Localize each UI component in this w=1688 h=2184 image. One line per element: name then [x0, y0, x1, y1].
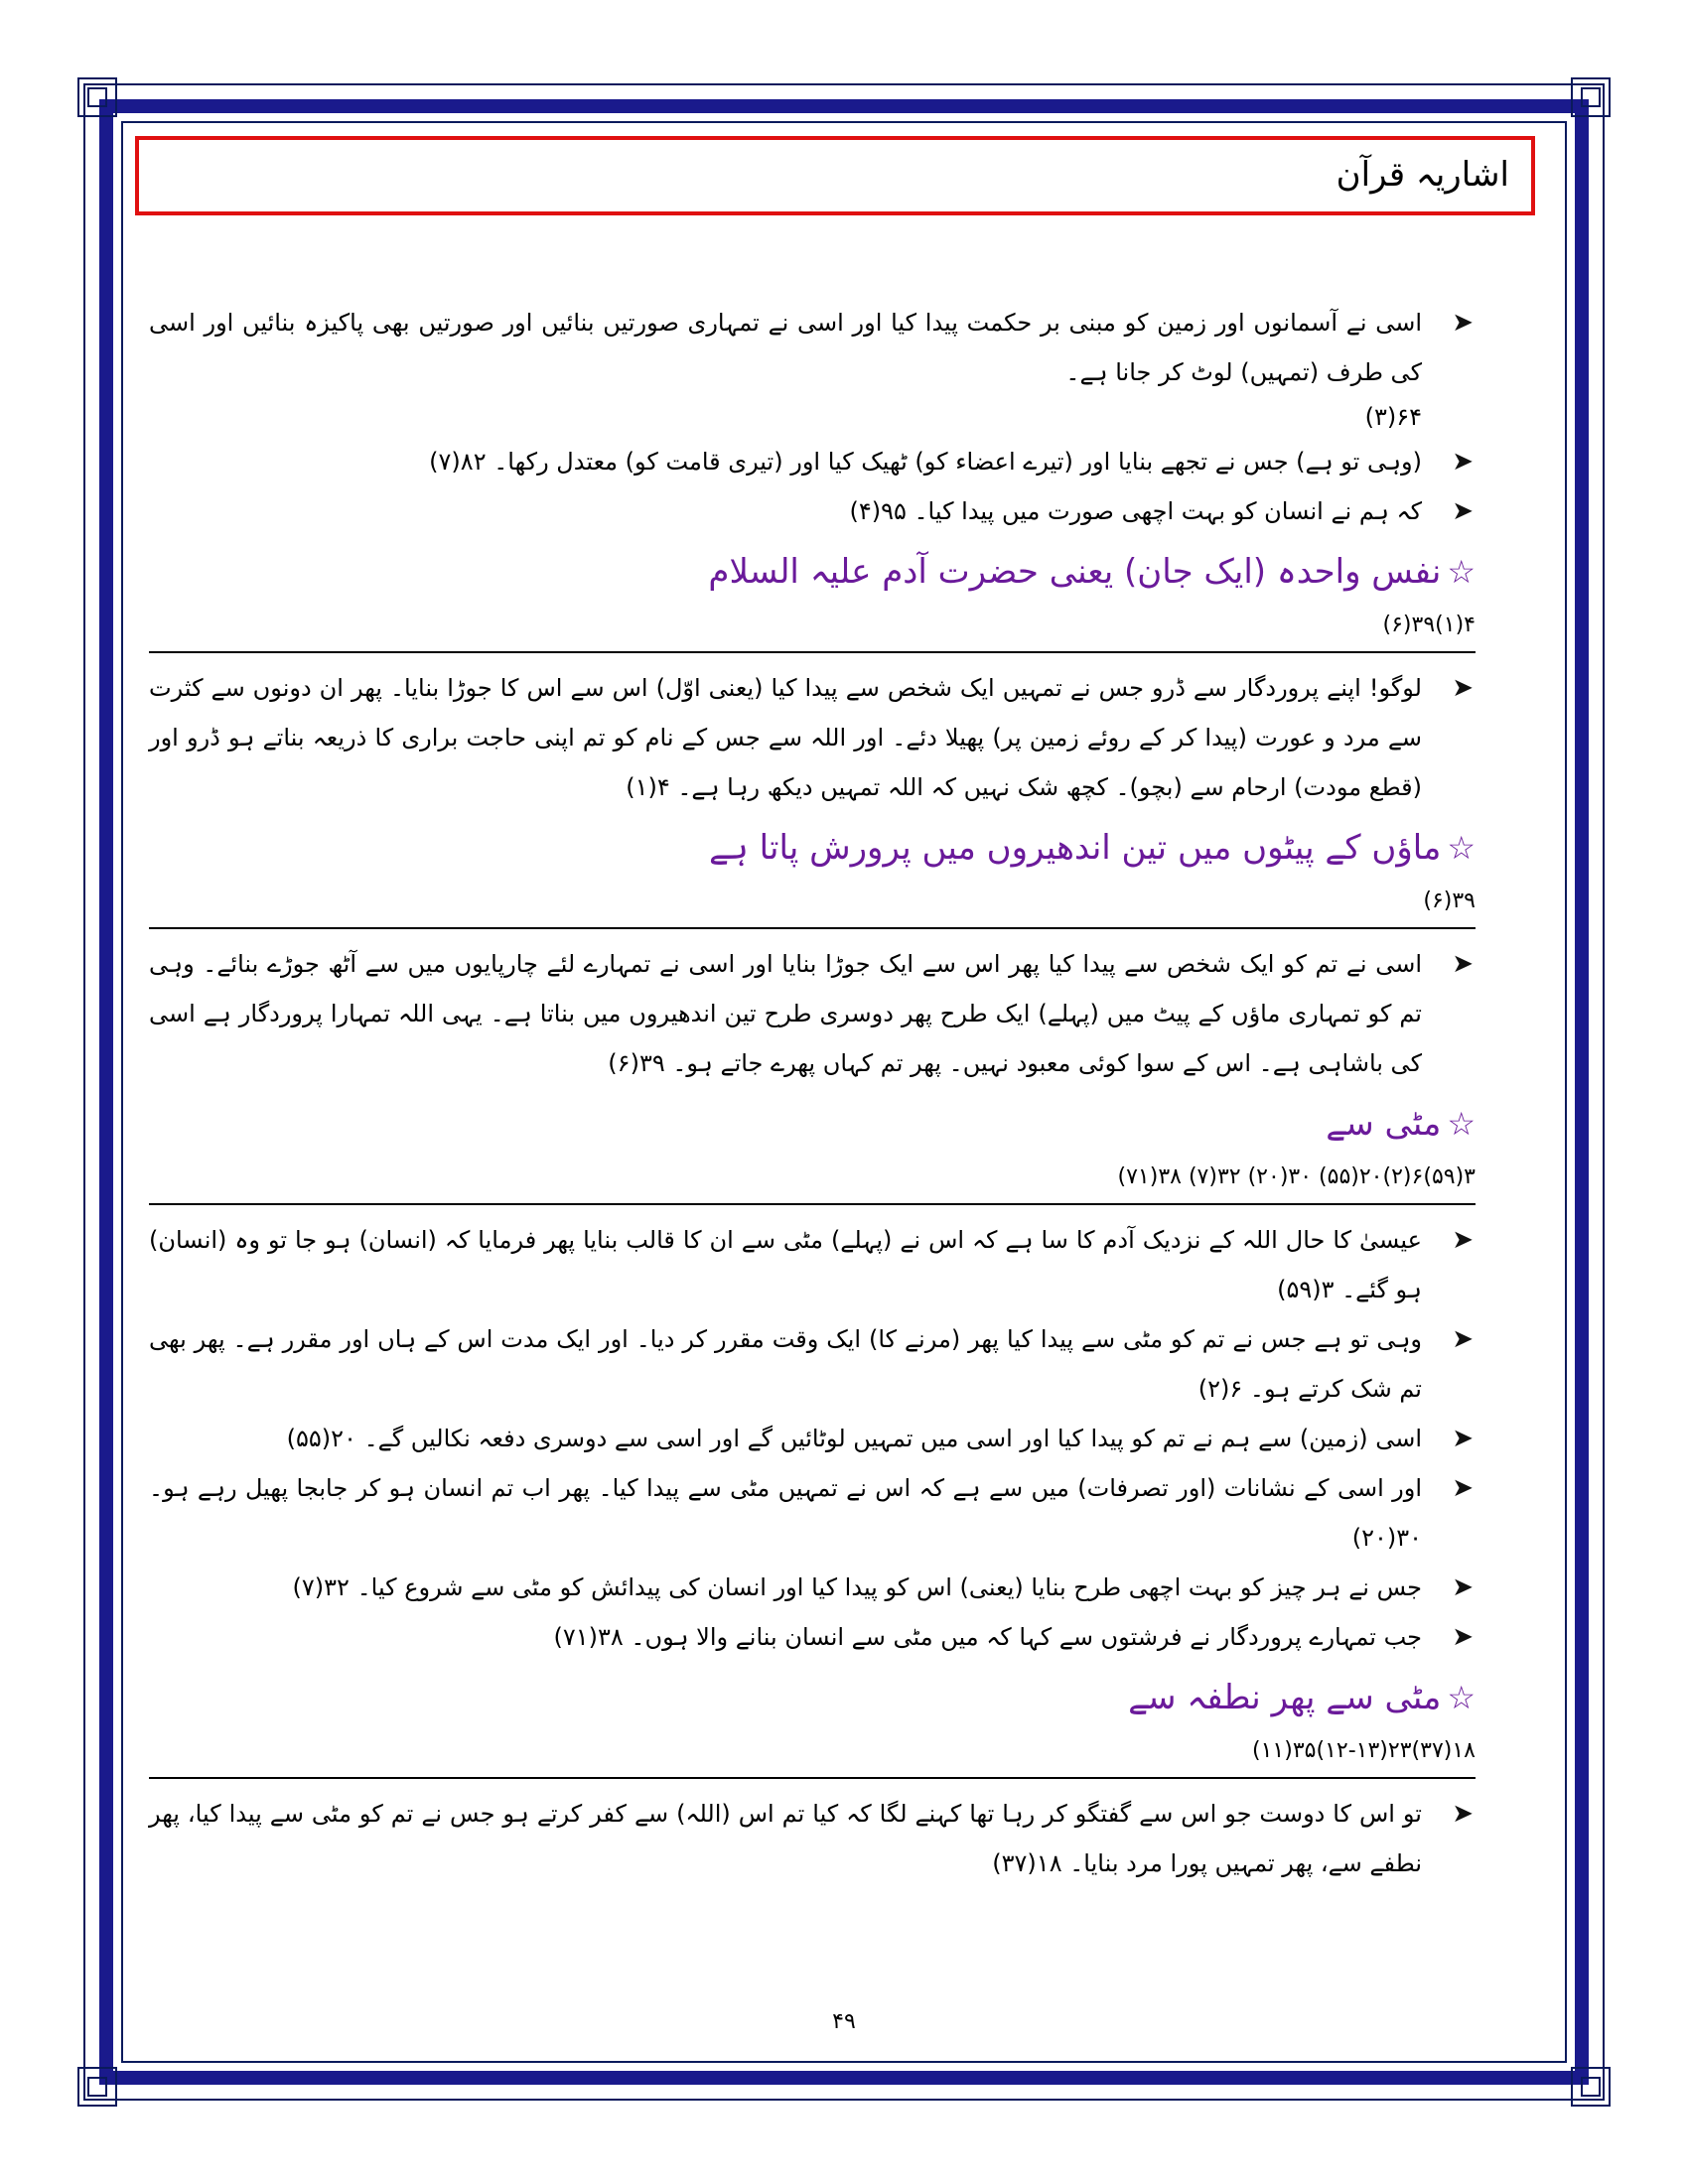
page-title: اشاریہ قرآن — [1336, 155, 1509, 195]
star-icon: ☆ — [1447, 553, 1476, 591]
divider — [149, 1203, 1476, 1205]
list-item — [149, 298, 1476, 397]
section-heading: ☆مٹی سے — [1326, 1104, 1476, 1144]
section-heading: ☆ماؤں کے پیٹوں میں تین اندھیروں میں پرورش پاتا ہے — [709, 828, 1476, 868]
item-text: جس نے ہر چیز کو بہت اچھی طرح بنایا (یعنی) اس کو پیدا کیا اور انسان کی پیدائش کو مٹی سے شروع کیا۔ ۳۲(۷) — [292, 1573, 1422, 1601]
list-item — [149, 1463, 1476, 1563]
arrow-bullet-icon: ➤ — [1452, 308, 1474, 338]
section-references: ۱۸(۳۷)۲۳(۱۲-۱۳)۳۵(۱۱) — [1252, 1738, 1476, 1763]
list-item — [149, 939, 1476, 1088]
arrow-bullet-icon: ➤ — [1452, 673, 1474, 703]
list-item — [149, 1414, 1476, 1463]
list-item — [149, 437, 1476, 486]
item-text: اسی نے آسمانوں اور زمین کو مبنی بر حکمت پیدا کیا اور اسی نے تمہاری صورتیں بنائیں اور صورتیں بھی پاکیزہ بنائیں اور اسی کی طرف (تمہیں) لوٹ کر جانا ہے۔ — [149, 309, 1422, 386]
item-text: کہ ہم نے انسان کو بہت اچھی صورت میں پیدا کیا۔ ۹۵(۴) — [849, 497, 1422, 525]
item-text: اسی نے تم کو ایک شخص سے پیدا کیا پھر اس سے ایک جوڑا بنایا اور اسی نے تمہارے لئے چارپایوں میں سے آٹھ جوڑے بنائے۔ وہی تم کو تمہاری ماؤں کے پیٹ میں (پہلے) ایک طرح پھر دوسری طرح تین اندھیروں میں بناتا ہے۔ یہی اللہ تمہارا پروردگار ہے اسی کی باشاہی ہے۔ اس کے سوا کوئی معبود نہیں۔ پھر تم کہاں پھرے جاتے ہو۔ ۳۹(۶) — [149, 950, 1422, 1077]
item-text: وہی تو ہے جس نے تم کو مٹی سے پیدا کیا پھر (مرنے کا) ایک وقت مقرر کر دیا۔ اور ایک مدت اس کے ہاں اور مقرر ہے۔ پھر بھی تم شک کرتے ہو۔ ۶(۲) — [149, 1325, 1422, 1403]
star-icon: ☆ — [1447, 1105, 1476, 1143]
section-references: ۳۹(۶) — [1423, 888, 1476, 913]
list-item — [149, 1563, 1476, 1612]
divider — [149, 927, 1476, 929]
arrow-bullet-icon: ➤ — [1452, 949, 1474, 979]
corner-ornament — [1571, 77, 1611, 117]
arrow-bullet-icon: ➤ — [1452, 1799, 1474, 1829]
list-item — [149, 1215, 1476, 1314]
item-text: تو اس کا دوست جو اس سے گفتگو کر رہا تھا کہنے لگا کہ کیا تم اس (اللہ) سے کفر کرتے ہو جس نے تم کو مٹی سے پیدا کیا، پھر نطفے سے، پھر تمہیں پورا مرد بنایا۔ ۱۸(۳۷) — [149, 1800, 1422, 1877]
corner-ornament — [77, 77, 117, 117]
arrow-bullet-icon: ➤ — [1452, 447, 1474, 477]
arrow-bullet-icon: ➤ — [1452, 1225, 1474, 1255]
arrow-bullet-icon: ➤ — [1452, 1622, 1474, 1652]
star-icon: ☆ — [1447, 1679, 1476, 1716]
item-text: اور اسی کے نشانات (اور تصرفات) میں سے ہے کہ اس نے تمہیں مٹی سے پیدا کیا۔ پھر اب تم انسان ہو کر جابجا پھیل رہے ہو۔ ۳۰(۲۰) — [149, 1474, 1423, 1552]
divider — [149, 651, 1476, 653]
divider — [149, 1777, 1476, 1779]
section-references: ۳(۵۹)۶(۲)۲۰(۵۵) ۳۰(۲۰) ۳۲(۷) ۳۸(۷۱) — [1117, 1164, 1476, 1189]
list-item — [149, 486, 1476, 536]
arrow-bullet-icon: ➤ — [1452, 1324, 1474, 1354]
section-references: ۴(۱)۳۹(۶) — [1382, 613, 1476, 637]
section-heading: ☆نفس واحدہ (ایک جان) یعنی حضرت آدم علیہ السلام — [708, 552, 1476, 592]
arrow-bullet-icon: ➤ — [1452, 1572, 1474, 1602]
item-text: لوگو! اپنے پروردگار سے ڈرو جس نے تمہیں ایک شخص سے پیدا کیا (یعنی اوّل) اس سے اس کا جوڑا بنایا۔ پھر ان دونوں سے کثرت سے مرد و عورت (پیدا کر کے روئے زمین پر) پھیلا دئے۔ اور اللہ سے جس کے نام کو تم اپنی حاجت براری کا ذریعہ بناتے ہو ڈرو اور (قطع مودت) ارحام سے (بچو)۔ کچھ شک نہیں کہ اللہ تمہیں دیکھ رہا ہے۔ ۴(۱) — [149, 674, 1422, 801]
star-icon: ☆ — [1447, 829, 1476, 867]
list-item — [149, 663, 1476, 812]
item-text: جب تمہارے پروردگار نے فرشتوں سے کہا کہ میں مٹی سے انسان بنانے والا ہوں۔ ۳۸(۷۱) — [553, 1623, 1422, 1651]
corner-ornament — [1571, 2067, 1611, 2107]
item-text: (وہی تو ہے) جس نے تجھے بنایا اور (تیرے اعضاء کو) ٹھیک کیا اور (تیری قامت کو) معتدل رکھا۔ ۸۲(۷) — [429, 448, 1422, 476]
list-item — [149, 1612, 1476, 1662]
list-item — [149, 1789, 1476, 1888]
list-item — [149, 1314, 1476, 1414]
arrow-bullet-icon: ➤ — [1452, 1473, 1474, 1503]
page-number: ۴۹ — [832, 2009, 856, 2034]
arrow-bullet-icon: ➤ — [1452, 496, 1474, 526]
page-content — [149, 298, 1476, 1888]
header-box — [135, 136, 1535, 215]
section-heading: ☆مٹی سے پھر نطفہ سے — [1128, 1678, 1476, 1717]
item-text: عیسیٰ کا حال اللہ کے نزدیک آدم کا سا ہے کہ اس نے (پہلے) مٹی سے ان کا قالب بنایا پھر فرمایا کہ (انسان) ہو جا تو وہ (انسان) ہو گئے۔ ۳(۵۹) — [149, 1226, 1422, 1303]
item-reference: ۶۴(۳) — [1364, 403, 1422, 431]
corner-ornament — [77, 2067, 117, 2107]
arrow-bullet-icon: ➤ — [1452, 1424, 1474, 1453]
item-text: اسی (زمین) سے ہم نے تم کو پیدا کیا اور اسی میں تمہیں لوٹائیں گے اور اسی سے دوسری دفعہ نکالیں گے۔ ۲۰(۵۵) — [286, 1425, 1422, 1452]
